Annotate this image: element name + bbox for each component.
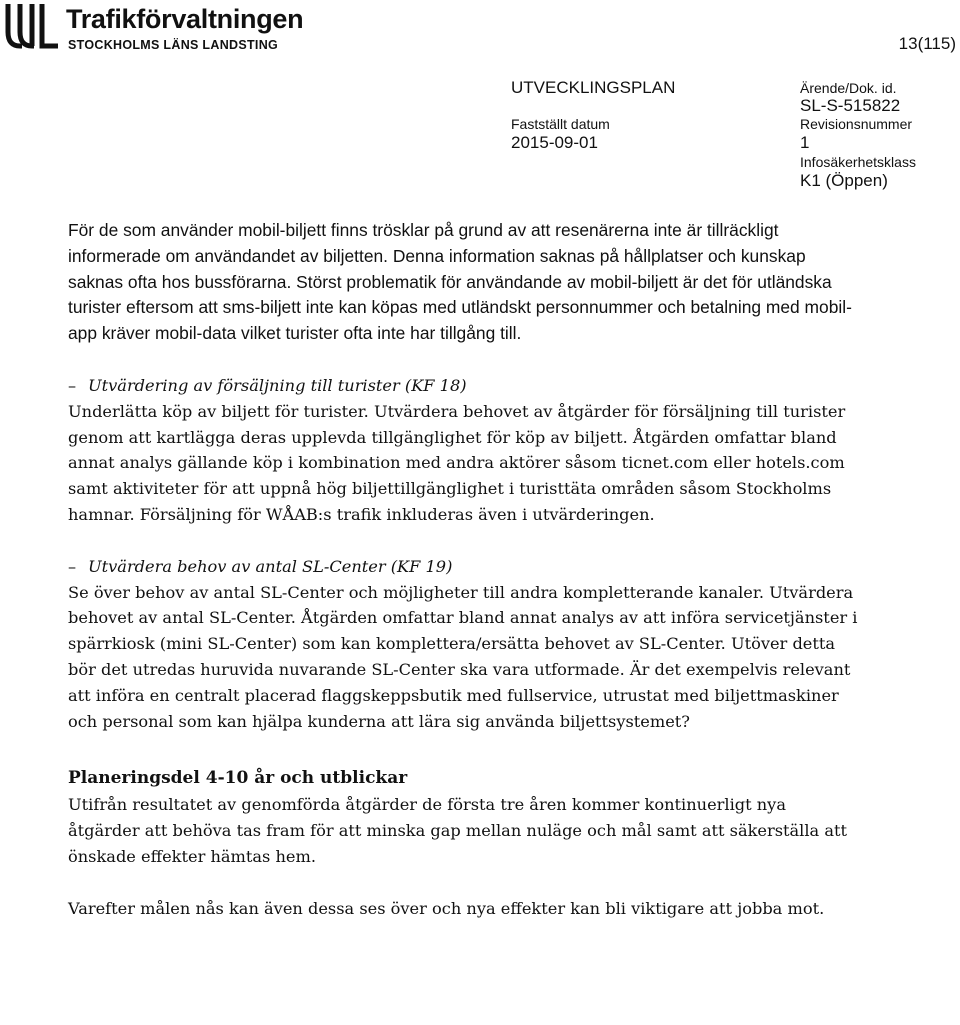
- org-subtitle: STOCKHOLMS LÄNS LANDSTING: [68, 38, 279, 52]
- revision-label: Revisionsnummer: [800, 116, 913, 132]
- document-type: UTVECKLINGSPLAN: [511, 78, 676, 97]
- paragraph-mobile-ticket: För de som använder mobil-biljett finns trösklar på grund av att resenärerna inte är tillräckligt informerade om användandet av biljetten. Denna information saknas på hållplatser och kunskap saknas ofta hos bussförarna. Störst problematik för användande av mobil-biljett är det för utländska turister eftersom att sms-biljett inte kan köpas med utländskt personnummer och betalning med mobil-app kräver mobil-data vilket turister ofta inte har tillgång till.: [68, 220, 852, 344]
- classification-label: Infosäkerhetsklass: [800, 154, 916, 170]
- action-item-text: Se över behov av antal SL-Center och möjligheter till andra kompletterande kanaler. Utvärdera behovet av antal SL-Center. Åtgärden omfattar bland annat analys av att införa servicetjänster i spärrkiosk (mini SL-Center) som kan komplettera/ersätta behovet av SL-Center. Utöver detta bör det utredas huruvida nuvarande SL-Center ska vara utformade. Är det exempelvis relevant att införa en centralt placerad flaggskeppsbutik med fullservice, utrustat med biljettmaskiner och personal som kan hjälpa kunderna att lära sig använda biljettsystemet?: [68, 582, 858, 731]
- revision-value: 1: [800, 133, 810, 152]
- action-item-title: [68, 373, 858, 399]
- action-item-title-text: Utvärdera behov av antal SL-Center (KF 19): [88, 556, 453, 576]
- list-dash: –: [68, 556, 77, 576]
- document-id-value: SL-S-515822: [800, 96, 901, 115]
- date-label: Fastställt datum: [511, 116, 610, 132]
- document-id-label: Ärende/Dok. id.: [800, 80, 897, 96]
- sl-logo-icon: [2, 2, 62, 52]
- date-value: 2015-09-01: [511, 133, 598, 152]
- action-item-title-text: Utvärdering av försäljning till turister (KF 18): [88, 375, 467, 395]
- document-body: [68, 218, 858, 921]
- paragraph-final: Varefter målen nås kan även dessa ses över och nya effekter kan bli viktigare att jobba mot.: [68, 898, 825, 918]
- action-item-text: Underlätta köp av biljett för turister. Utvärdera behovet av åtgärder för försäljning till turister genom att kartlägga deras upplevda tillgänglighet för köp av biljett. Åtgärden omfattar bland annat analys gällande köp i kombination med andra aktörer såsom ticnet.com eller hotels.com samt aktiviteter för att uppnå hög biljettillgänglighet i turisttäta områden såsom Stockholms hamnar. Försäljning för WÅAB:s trafik inkluderas även i utvärderingen.: [68, 401, 846, 524]
- classification-value: K1 (Öppen): [800, 171, 888, 190]
- org-name: Trafikförvaltningen: [66, 4, 304, 34]
- trafikforvaltningen-logo: [2, 2, 322, 54]
- action-item-title: [68, 554, 858, 580]
- list-dash: –: [68, 375, 77, 395]
- section-heading: Planeringsdel 4-10 år och utblickar: [68, 768, 408, 789]
- paragraph-planning: Utifrån resultatet av genomförda åtgärder de första tre åren kommer kontinuerligt nya åtgärder att behöva tas fram för att minska gap mellan nuläge och mål samt att säkerställa att önskade effekter hämtas hem.: [68, 795, 847, 866]
- page-number: 13(115): [898, 34, 956, 53]
